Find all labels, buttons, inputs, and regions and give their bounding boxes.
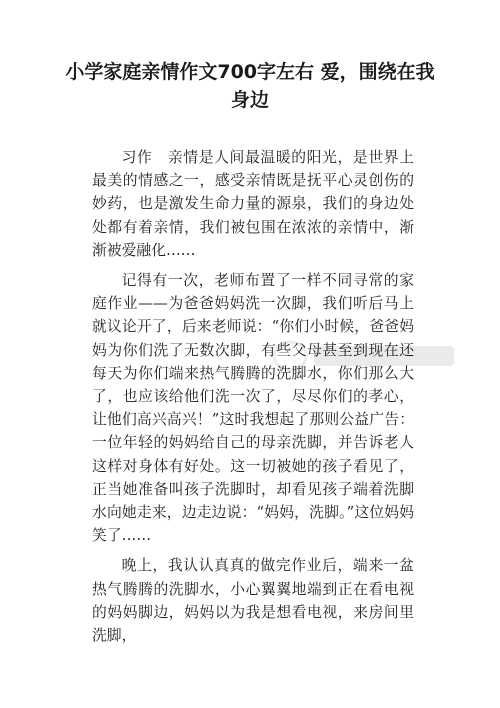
- paragraph-1: 习作 亲情是人间最温暖的阳光，是世界上最美的情感之一，感受亲情既是抚平心灵创伤的妙药，也是激发生命力量的源泉，我们的身边处处都有着亲情，我们被包围在浓浓的亲情中，渐渐被爱融化……: [92, 149, 414, 259]
- paragraph-3: 晚上，我认认真真的做完作业后，端来一盆热气腾腾的洗脚水，小心翼翼地端到正在看电视的妈妈脚边，妈妈以为我是想看电视，来房间里洗脚，: [92, 557, 414, 645]
- paragraph-2: 记得有一次，老师布置了一样不同寻常的家庭作业——为爸爸妈妈洗一次脚，我们听后马上就议论开了，后来老师说：“你们小时候，爸爸妈妈为你们洗了无数次脚，有些父母甚至到现在还每天为你们端来热气腾腾的洗脚水，你们那么大了，也应该给他们洗一次了，尽尽你们的孝心，让他们高兴高兴！”这时我想起了那则公益广告：一位年轻的妈妈给自己的母亲洗脚，并告诉老人这样对身体有好处。这一切被她的孩子看见了，正当她准备叫孩子洗脚时，却看见孩子端着洗脚水向她走来，边走边说：“妈妈，洗脚。”这位妈妈笑了……: [92, 272, 414, 545]
- document-title: 小学家庭亲情作文700字左右 爱，围绕在我身边: [65, 61, 435, 111]
- document-body: [92, 146, 414, 654]
- watermark-logo: [270, 336, 470, 376]
